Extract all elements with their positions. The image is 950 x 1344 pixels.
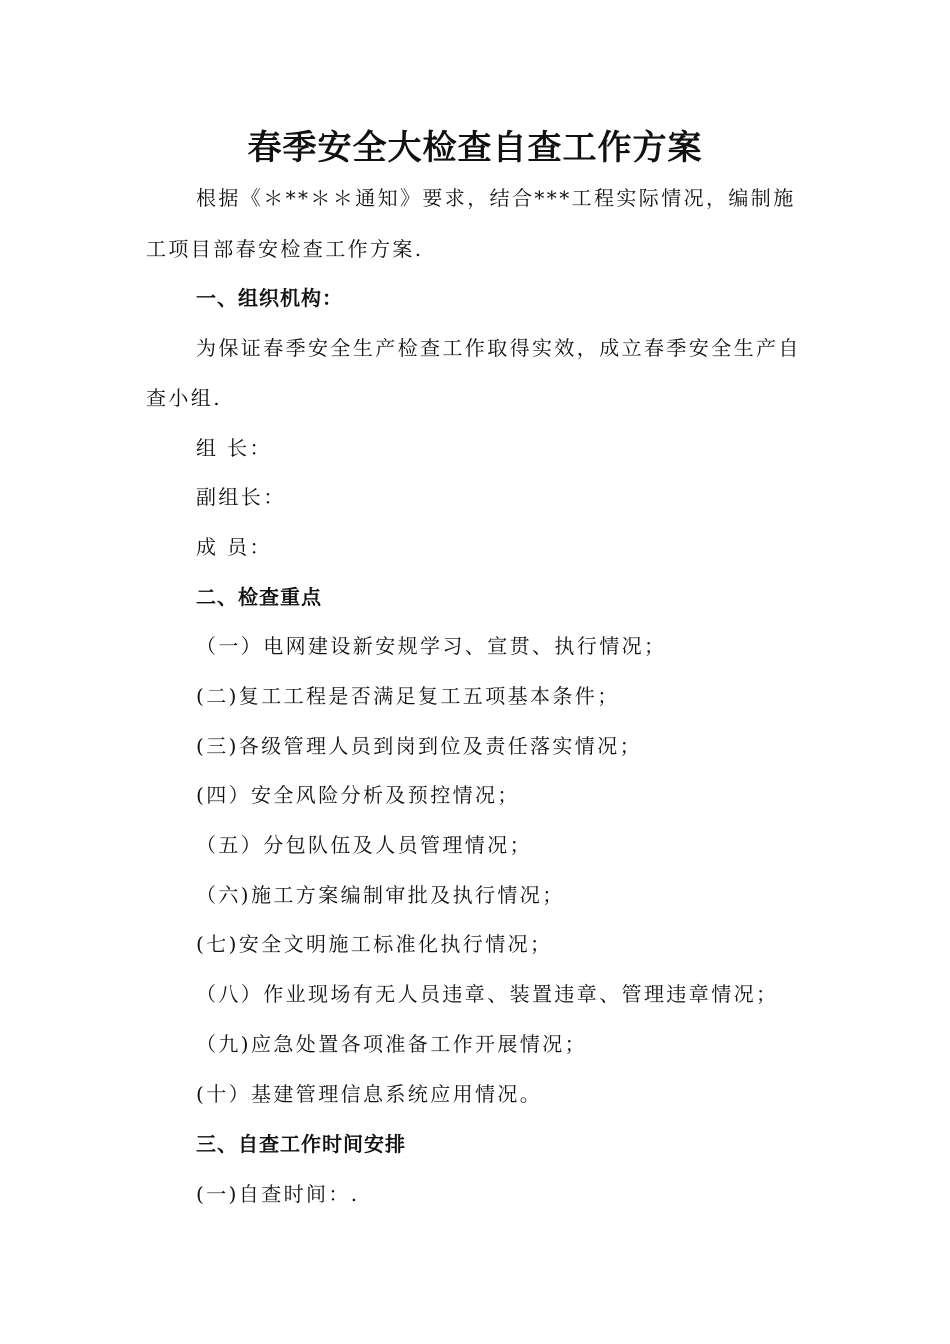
check-item-2: (二)复工工程是否满足复工五项基本条件；: [196, 684, 620, 708]
section-1-paragraph-line-1: 为保证春季安全生产检查工作取得实效，成立春季安全生产自: [196, 336, 801, 360]
check-item-8: （八）作业现场有无人员违章、装置违章、管理违章情况；: [196, 982, 779, 1006]
check-item-7: (七)安全文明施工标准化执行情况；: [196, 932, 553, 956]
check-item-9: （九)应急处置各项准备工作开展情况；: [196, 1032, 588, 1056]
intro-paragraph-line-1: 根据《＊**＊＊通知》要求，结合***工程实际情况，编制施: [196, 186, 796, 210]
check-item-5: （五）分包队伍及人员管理情况；: [196, 833, 532, 857]
intro-paragraph-line-2: 工项目部春安检查工作方案.: [146, 237, 424, 261]
group-leader-line: 组 长：: [196, 436, 272, 460]
deputy-leader-line: 副组长：: [196, 485, 286, 509]
section-1-heading: 一、组织机构：: [196, 286, 343, 310]
section-1-paragraph-line-2: 查小组.: [146, 386, 222, 410]
check-item-10: (十）基建管理信息系统应用情况。: [196, 1082, 543, 1106]
document-title: 春季安全大检查自查工作方案: [247, 128, 703, 168]
check-item-4: (四）安全风险分析及预控情况；: [196, 783, 520, 807]
schedule-item-1: (一)自查时间：.: [196, 1182, 360, 1206]
check-item-6: （六)施工方案编制审批及执行情况；: [196, 883, 565, 907]
check-item-1: （一）电网建设新安规学习、宣贯、执行情况；: [196, 634, 667, 658]
section-3-heading: 三、自查工作时间安排: [196, 1132, 406, 1156]
section-2-heading: 二、检查重点: [196, 585, 322, 609]
check-item-3: (三)各级管理人员到岗到位及责任落实情况；: [196, 734, 643, 758]
members-line: 成 员：: [196, 535, 272, 559]
